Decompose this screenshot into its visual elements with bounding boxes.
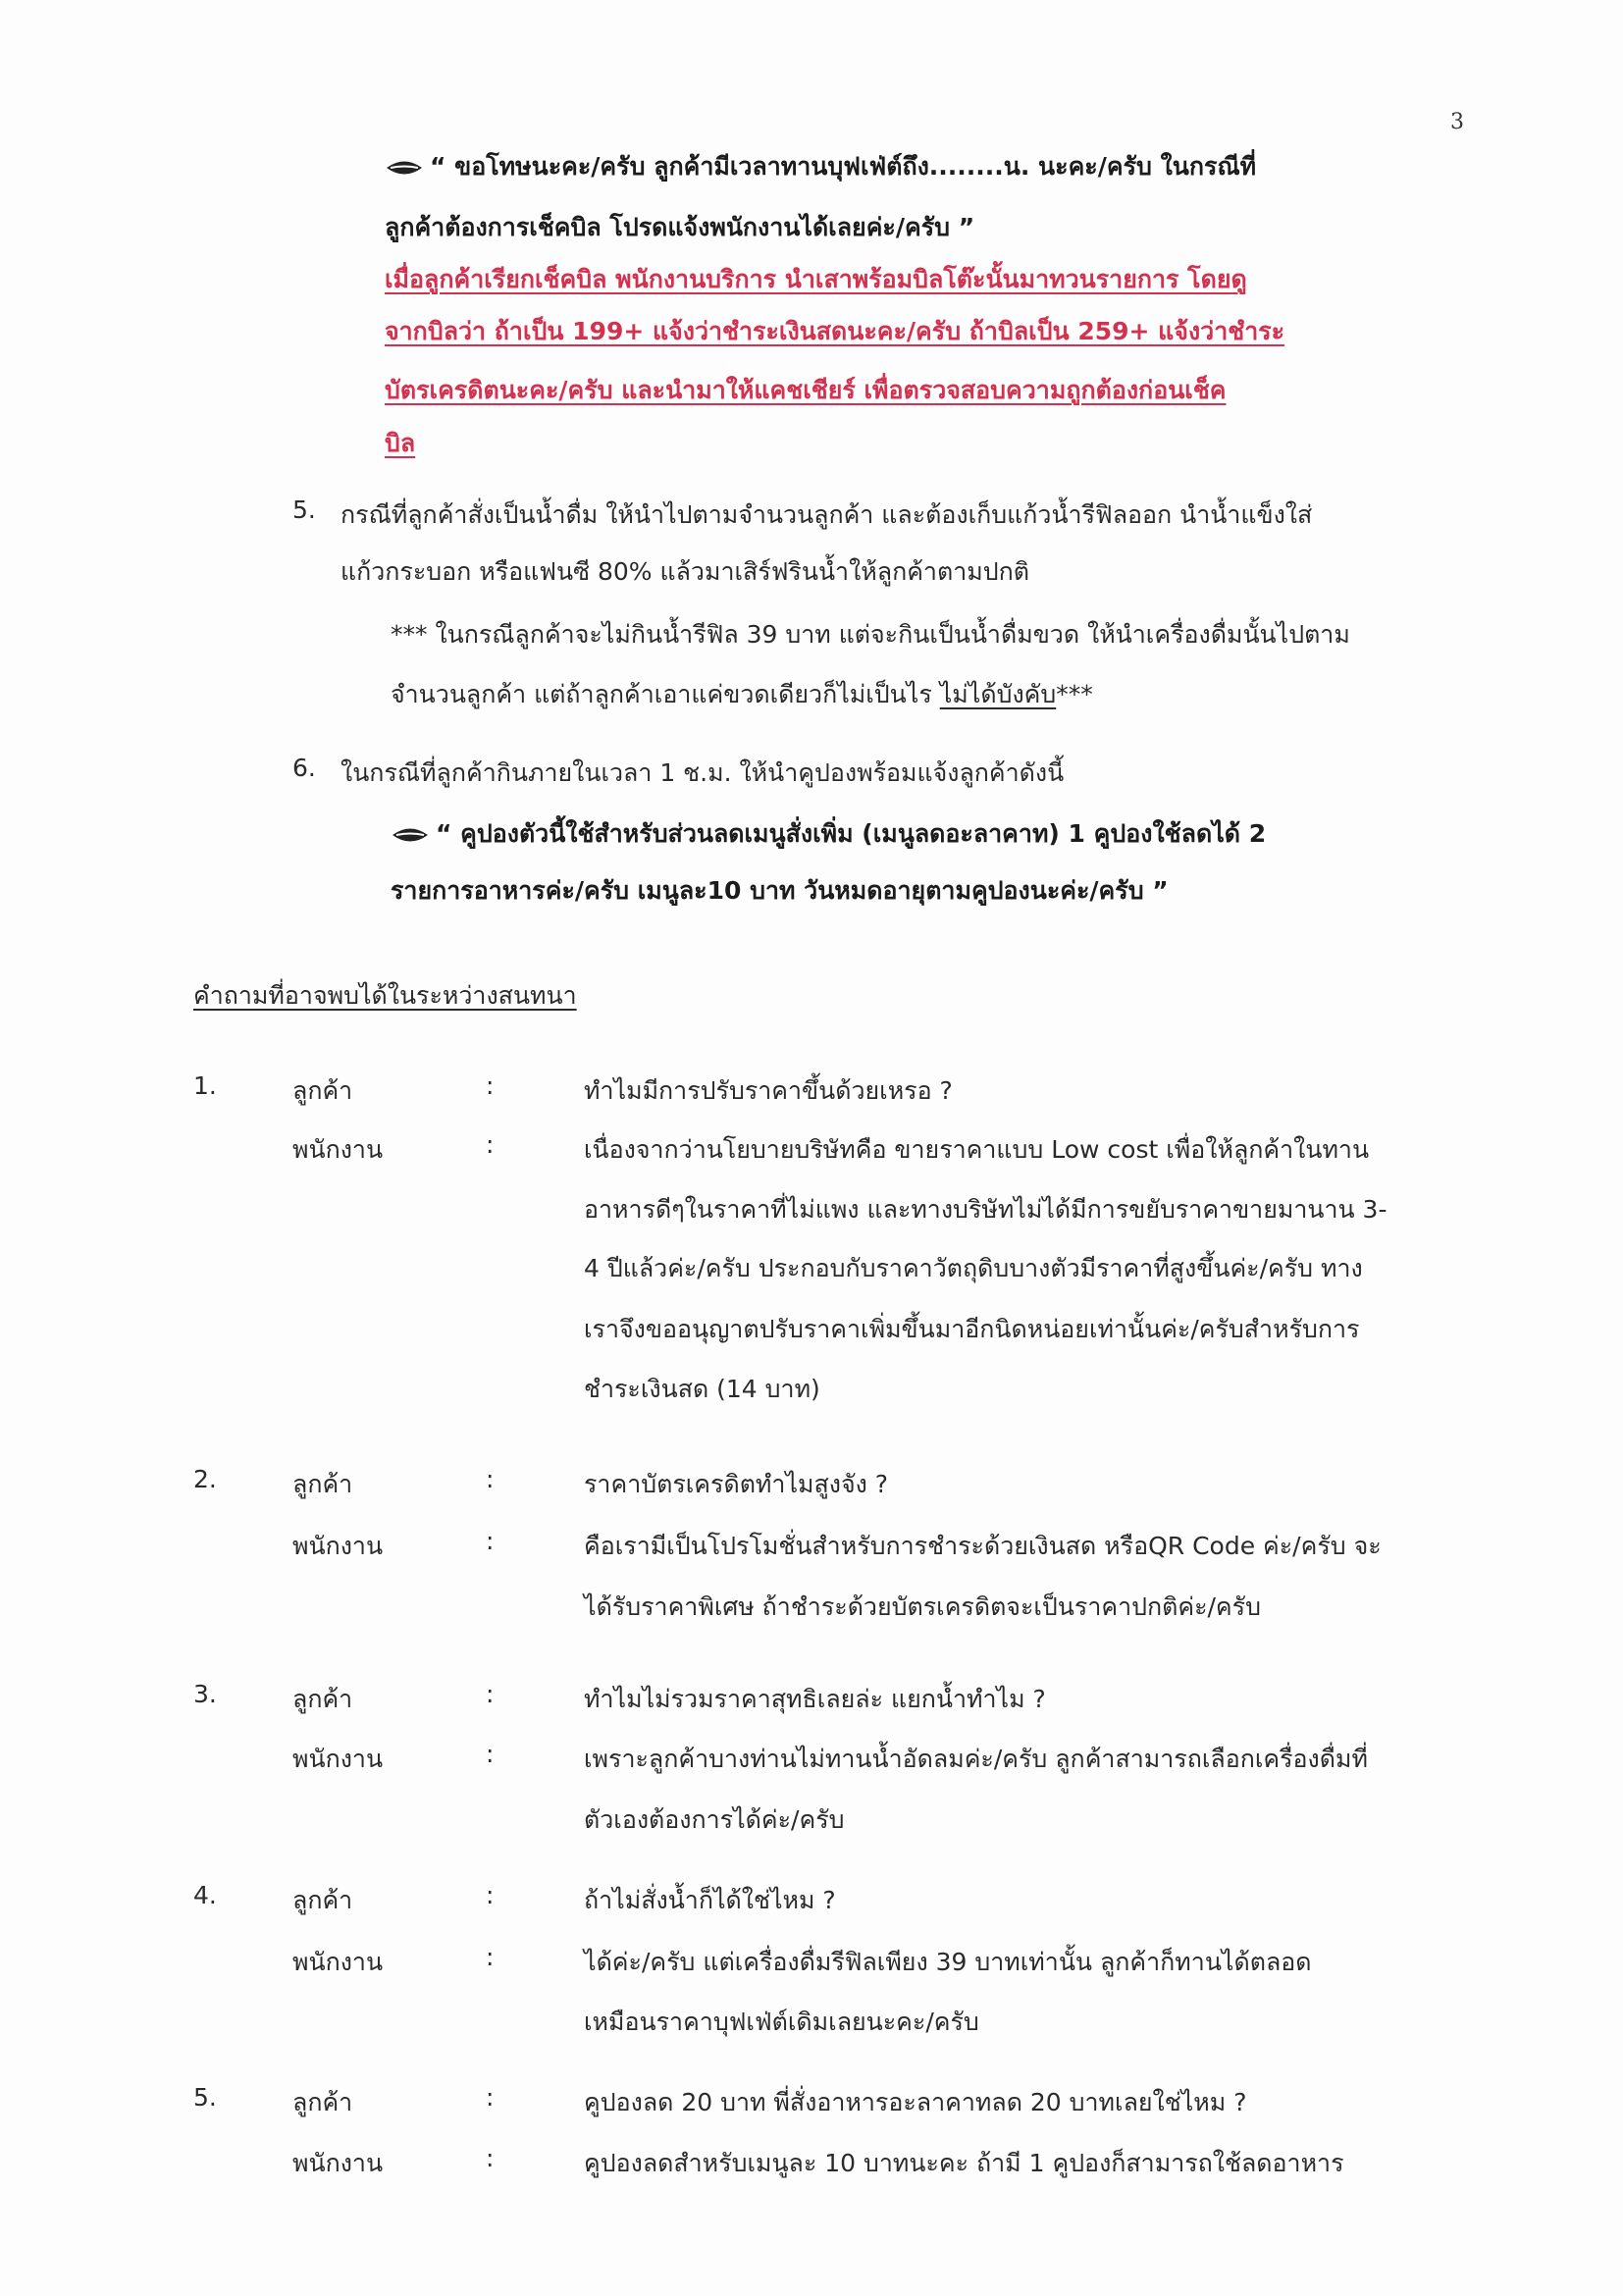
- item5-note-line-2: [391, 675, 1093, 714]
- item5-note-post: ***: [1056, 680, 1093, 708]
- faq-1-answer-line-1: เนื่องจากว่านโยบายบริษัทคือ ขายราคาแบบ Low cost เพื่อให้ลูกค้าในทาน: [584, 1135, 1370, 1164]
- faq-1-staff-colon: :: [486, 1130, 495, 1159]
- faq-5-question: คูปองลด 20 บาท พี่สั่งอาหารอะลาคาทลด 20 บาทเลยใช่ไหม ?: [584, 2088, 1247, 2116]
- faq-3-number: 3.: [193, 1680, 217, 1708]
- faq-3-customer-label: ลูกค้า: [292, 1685, 353, 1713]
- faq-4-answer-line-1: ได้ค่ะ/ครับ แต่เครื่องดื่มรีฟิลเพียง 39 บาทเท่านั้น ลูกค้าก็ทานได้ตลอด: [584, 1948, 1312, 1976]
- faq-4-number: 4.: [193, 1881, 217, 1909]
- red-instruction-line-2: จากบิลว่า ถ้าเป็น 199+ แจ้งว่าชำระเงินสดนะคะ/ครับ ถ้าบิลเป็น 259+ แจ้งว่าชำระ: [385, 317, 1285, 345]
- faq-4-customer-label: ลูกค้า: [292, 1886, 353, 1914]
- faq-1-answer-line-4: เราจึงขออนุญาตปรับราคาเพิ่มขึ้นมาอีกนิดหน่อยเท่านั้นค่ะ/ครับสำหรับการ: [584, 1315, 1360, 1343]
- faq-1-number: 1.: [193, 1071, 217, 1100]
- item5-note-line-1: *** ในกรณีลูกค้าจะไม่กินน้ำรีฟิล 39 บาท แต่จะกินเป็นน้ำดื่มขวด ให้นำเครื่องดื่มนั้นไปตาม: [391, 620, 1350, 649]
- item5-note-pre: จำนวนลูกค้า แต่ถ้าลูกค้าเอาแค่ขวดเดียวก็ไม่เป็นไร: [391, 680, 940, 708]
- faq-2-customer-label: ลูกค้า: [292, 1470, 353, 1498]
- item5-note-underlined: ไม่ได้บังคับ: [939, 680, 1057, 708]
- red-instruction-line-1: เมื่อลูกค้าเรียกเช็คบิล พนักงานบริการ นำเสาพร้อมบิลโต๊ะนั้นมาทวนรายการ โดยดู: [385, 265, 1247, 293]
- faq-3-customer-colon: :: [486, 1680, 495, 1708]
- faq-2-customer-colon: :: [486, 1465, 495, 1493]
- faq-2-answer-line-2: ได้รับราคาพิเศษ ถ้าชำระด้วยบัตรเครดิตจะเป็นราคาปกติค่ะ/ครับ: [584, 1592, 1261, 1621]
- red-instruction-line-3: บัตรเครดิตนะคะ/ครับ และนำมาให้แคชเชียร์ เพื่อตรวจสอบความถูกต้องก่อนเช็ค: [385, 376, 1227, 404]
- faq-2-question: ราคาบัตรเครดิตทำไมสูงจัง ?: [584, 1470, 889, 1498]
- faq-3-answer-line-1: เพราะลูกค้าบางท่านไม่ทานน้ำอัดลมค่ะ/ครับ ลูกค้าสามารถเลือกเครื่องดื่มที่: [584, 1745, 1368, 1773]
- intro-quote-line-2: ลูกค้าต้องการเช็คบิล โปรดแจ้งพนักงานได้เลยค่ะ/ครับ ”: [385, 213, 975, 241]
- faq-1-answer-line-5: ชำระเงินสด (14 บาท): [584, 1375, 820, 1403]
- item6-quote-line-2: รายการอาหารค่ะ/ครับ เมนูละ10 บาท วันหมดอายุตามคูปองนะค่ะ/ครับ ”: [391, 876, 1169, 905]
- faq-1-answer-line-3: 4 ปีแล้วค่ะ/ครับ ประกอบกับราคาวัตถุดิบบางตัวมีราคาที่สูงขึ้นค่ะ/ครับ ทาง: [584, 1254, 1363, 1282]
- faq-4-staff-label: พนักงาน: [292, 1948, 384, 1976]
- faq-2-staff-colon: :: [486, 1527, 495, 1555]
- faq-1-answer-line-2: อาหารดีๆในราคาที่ไม่แพง และทางบริษัทไม่ได้มีการขยับราคาขายมานาน 3-: [584, 1195, 1387, 1224]
- faq-2-number: 2.: [193, 1465, 217, 1493]
- intro-quote-line-1: [385, 147, 1256, 186]
- faq-5-number: 5.: [193, 2083, 217, 2112]
- item5-line-1: กรณีที่ลูกค้าสั่งเป็นน้ำดื่ม ให้นำไปตามจำนวนลูกค้า และต้องเก็บแก้วน้ำรีฟิลออก นำน้ำแข็งใส่: [340, 500, 1313, 529]
- page-number: 3: [1450, 110, 1464, 134]
- faq-3-question: ทำไมไม่รวมราคาสุทธิเลยล่ะ แยกน้ำทำไม ?: [584, 1685, 1046, 1713]
- red-instruction-line-4: บิล: [385, 429, 416, 457]
- item6-quote-line-1: [391, 814, 1266, 854]
- faq-2-staff-label: พนักงาน: [292, 1532, 384, 1560]
- faq-1-customer-colon: :: [486, 1071, 495, 1100]
- faq-1-customer-label: ลูกค้า: [292, 1076, 353, 1105]
- faq-5-staff-label: พนักงาน: [292, 2149, 384, 2177]
- faq-4-customer-colon: :: [486, 1881, 495, 1909]
- faq-1-question: ทำไมมีการปรับราคาขึ้นด้วยเหรอ ?: [584, 1076, 953, 1105]
- faq-3-staff-colon: :: [486, 1740, 495, 1768]
- intro-quote-text-1: “ ขอโทษนะคะ/ครับ ลูกค้ามีเวลาทานบุฟเฟ่ต์ถึง........น. นะคะ/ครับ ในกรณีที่: [430, 152, 1257, 181]
- item6-number: 6.: [292, 754, 316, 782]
- speaking-lips-icon: [385, 158, 424, 178]
- faq-1-staff-label: พนักงาน: [292, 1135, 384, 1164]
- item6-line: ในกรณีที่ลูกค้ากินภายในเวลา 1 ช.ม. ให้นำคูปองพร้อมแจ้งลูกค้าดังนี้: [340, 758, 1065, 787]
- faq-4-question: ถ้าไม่สั่งน้ำก็ได้ใช่ไหม ?: [584, 1886, 836, 1914]
- faq-4-answer-line-2: เหมือนราคาบุฟเฟ่ต์เดิมเลยนะคะ/ครับ: [584, 2008, 979, 2036]
- faq-5-customer-label: ลูกค้า: [292, 2088, 353, 2116]
- item6-quote-text-1: “ คูปองตัวนี้ใช้สำหรับส่วนลดเมนูสั่งเพิ่ม (เมนูลดอะลาคาท) 1 คูปองใช้ลดได้ 2: [436, 819, 1267, 848]
- item5-number: 5.: [292, 496, 316, 524]
- faq-2-answer-line-1: คือเรามีเป็นโปรโมชั่นสำหรับการชำระด้วยเงินสด หรือQR Code ค่ะ/ครับ จะ: [584, 1532, 1382, 1560]
- faq-4-staff-colon: :: [486, 1943, 495, 1971]
- faq-5-answer-line-1: คูปองลดสำหรับเมนูละ 10 บาทนะคะ ถ้ามี 1 คูปองก็สามารถใช้ลดอาหาร: [584, 2149, 1344, 2177]
- faq-3-answer-line-2: ตัวเองต้องการได้ค่ะ/ครับ: [584, 1805, 845, 1834]
- speaking-lips-icon: [391, 825, 430, 845]
- faq-heading: คำถามที่อาจพบได้ในระหว่างสนทนา: [193, 981, 577, 1010]
- item5-line-2: แก้วกระบอก หรือแฟนซี 80% แล้วมาเสิร์ฟรินน้ำให้ลูกค้าตามปกติ: [340, 557, 1029, 586]
- faq-5-staff-colon: :: [486, 2144, 495, 2172]
- faq-3-staff-label: พนักงาน: [292, 1745, 384, 1773]
- faq-5-customer-colon: :: [486, 2083, 495, 2112]
